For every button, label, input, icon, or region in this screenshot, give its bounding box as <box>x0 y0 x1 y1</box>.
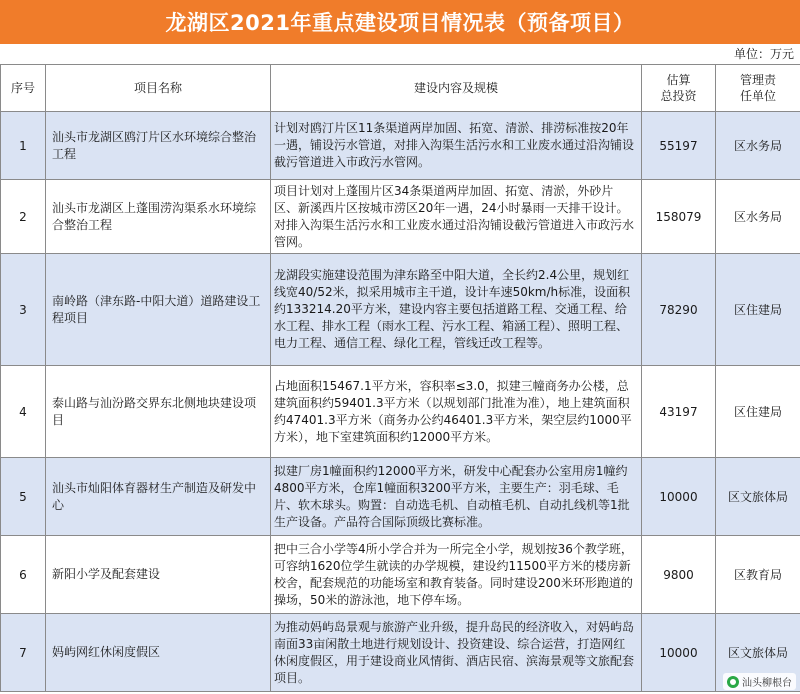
row-department: 区教育局 <box>716 536 800 614</box>
row-investment: 43197 <box>642 366 716 458</box>
row-department: 区文旅体局 <box>716 614 800 692</box>
row-content: 把中三合小学等4所小学合并为一所完全小学，规划按36个教学班，可容纳1620位学生就读的办学规模，建设约11500平方米的楼房新校舍，配套规范的功能场室和教育装备。同时建设200米环形跑道的操场，50米的游泳池，地下停车场。 <box>271 536 642 614</box>
header-invest-line1: 估算 <box>666 73 691 87</box>
row-investment: 10000 <box>642 458 716 536</box>
row-content: 龙湖段实施建设范围为津东路至中阳大道，全长约2.4公里，规划红线宽40/52米，拟采用城市主干道，设计车速50km/h标准，设面积约133214.20平方米，建设内容主要包括道路工程、交通工程、给水工程、排水工程（雨水工程、污水工程、箱涵工程）、照明工程、电力工程、通信工程、绿化工程，管线迁改工程等。 <box>271 254 642 366</box>
row-department: 区水务局 <box>716 180 800 254</box>
table-row <box>1 254 800 366</box>
page-title: 龙湖区2021年重点建设项目情况表（预备项目） <box>0 0 800 44</box>
header-content: 建设内容及规模 <box>271 65 642 112</box>
row-project-name: 新阳小学及配套建设 <box>46 536 271 614</box>
row-project-name: 汕头市龙湖区上蓬围涝沟渠系水环境综合整治工程 <box>46 180 271 254</box>
row-seq: 6 <box>1 536 46 614</box>
table-row <box>1 366 800 458</box>
row-seq: 3 <box>1 254 46 366</box>
row-project-name: 汕头市灿阳体育器材生产制造及研发中心 <box>46 458 271 536</box>
row-department: 区水务局 <box>716 112 800 180</box>
row-content: 计划对鸥汀片区11条渠道两岸加固、拓宽、清淤、排涝标准按20年一遇，铺设污水管道，对排入沟渠生活污水和工业废水通过沿沟铺设截污管道进入市政污水管网。 <box>271 112 642 180</box>
row-investment: 10000 <box>642 614 716 692</box>
header-invest-line2: 总投资 <box>660 89 697 103</box>
watermark <box>723 673 796 690</box>
row-content: 占地面积15467.1平方米，容积率≤3.0，拟建三幢商务办公楼，总建筑面积约59401.3平方米（以规划部门批准为准），地上建筑面积约47401.3平方米（商务办公约46401.3平方米，架空层约1000平方米），地下室建筑面积约12000平方米。 <box>271 366 642 458</box>
row-seq: 7 <box>1 614 46 692</box>
row-project-name: 泰山路与汕汾路交界东北侧地块建设项目 <box>46 366 271 458</box>
header-dept-line1: 管理责 <box>739 73 776 87</box>
row-project-name: 南岭路（津东路-中阳大道）道路建设工程项目 <box>46 254 271 366</box>
row-department: 区文旅体局 <box>716 458 800 536</box>
unit-label-row <box>0 44 800 64</box>
table-row <box>1 180 800 254</box>
table-row <box>1 536 800 614</box>
header-name: 项目名称 <box>46 65 271 112</box>
row-department: 区住建局 <box>716 366 800 458</box>
table-row <box>1 112 800 180</box>
row-content: 为推动妈屿岛景观与旅游产业升级，提升岛民的经济收入，对妈屿岛南面33亩闲散土地进行规划设计、投资建设、综合运营，打造网红休闲度假区，用于建设商业风情街、酒店民宿、滨海景观等文旅配套项目。 <box>271 614 642 692</box>
header-invest <box>642 65 716 112</box>
row-investment: 9800 <box>642 536 716 614</box>
row-seq: 1 <box>1 112 46 180</box>
header-seq: 序号 <box>1 65 46 112</box>
row-seq: 4 <box>1 366 46 458</box>
row-project-name: 妈屿网红休闲度假区 <box>46 614 271 692</box>
watermark-logo-icon <box>727 676 739 688</box>
watermark-text: 汕头柳根台 <box>742 678 792 689</box>
unit-label: 单位：万元 <box>733 47 794 61</box>
table-row <box>1 614 800 692</box>
header-dept <box>716 65 800 112</box>
row-investment: 158079 <box>642 180 716 254</box>
project-table <box>0 64 800 692</box>
row-investment: 55197 <box>642 112 716 180</box>
header-dept-line2: 任单位 <box>739 89 776 103</box>
table-header-row <box>1 65 800 112</box>
table-row <box>1 458 800 536</box>
row-project-name: 汕头市龙湖区鸥汀片区水环境综合整治工程 <box>46 112 271 180</box>
row-seq: 2 <box>1 180 46 254</box>
row-department: 区住建局 <box>716 254 800 366</box>
row-content: 拟建厂房1幢面积约12000平方米，研发中心配套办公室用房1幢约4800平方米，仓库1幢面积3200平方米，主要生产：羽毛球、毛片、软木球头。购置：自动选毛机、自动植毛机、自动扎线机等1批生产设备。产品符合国际顶级比赛标准。 <box>271 458 642 536</box>
row-seq: 5 <box>1 458 46 536</box>
row-content: 项目计划对上蓬围片区34条渠道两岸加固、拓宽、清淤，外砂片区、新溪西片区按城市涝区20年一遇，24小时暴雨一天排干设计。对排入沟渠生活污水和工业废水通过沿沟铺设截污管道进入市政污水管网。 <box>271 180 642 254</box>
row-investment: 78290 <box>642 254 716 366</box>
